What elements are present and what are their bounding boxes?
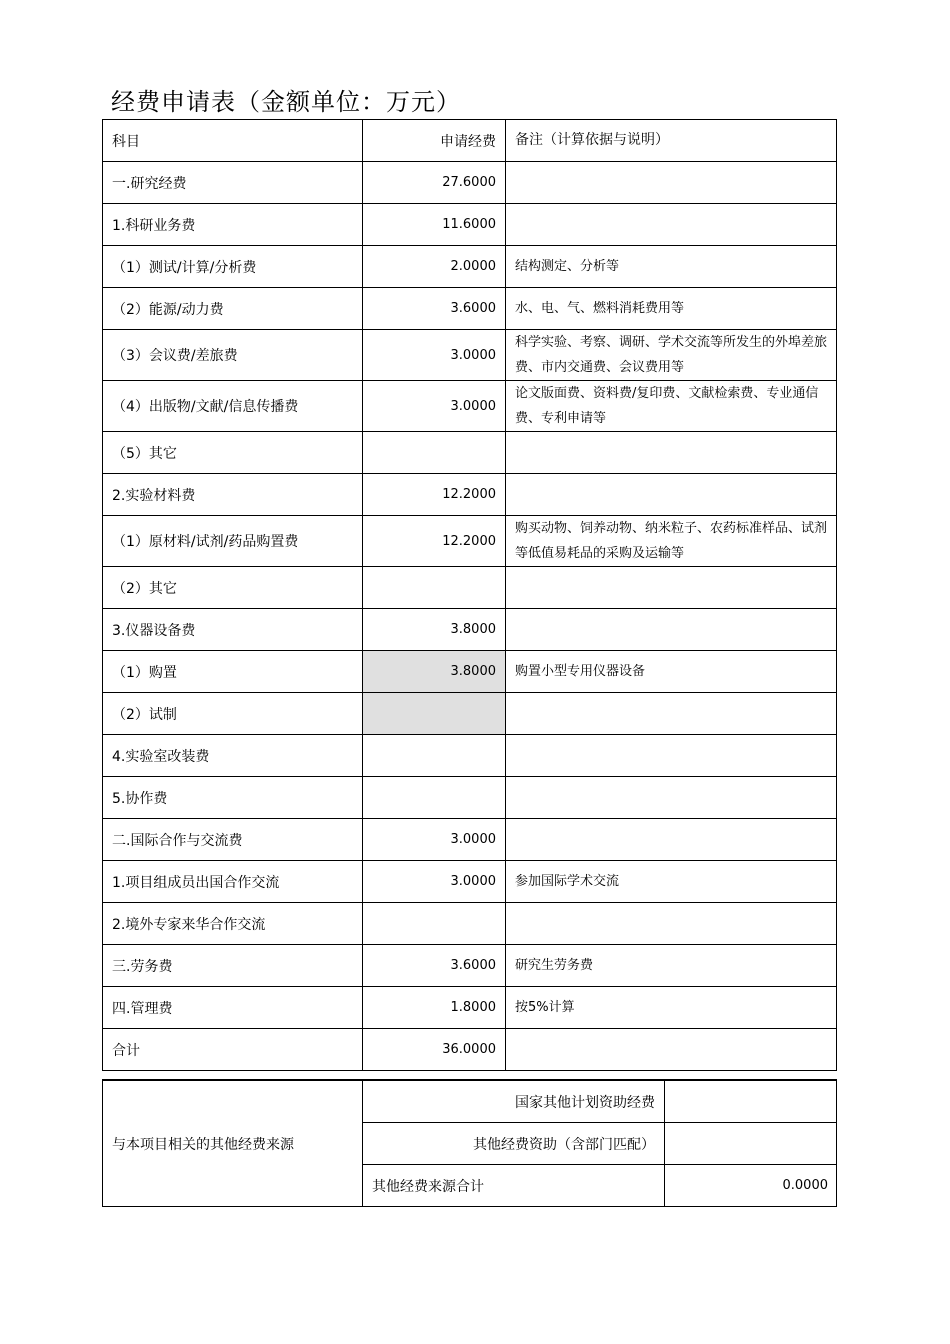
row-note: 水、电、气、燃料消耗费用等 xyxy=(506,288,837,330)
row-note: 结构测定、分析等 xyxy=(506,246,837,288)
row-subject: （1）购置 xyxy=(103,651,363,693)
table-row xyxy=(103,609,837,651)
other-source-item-label: 国家其他计划资助经费 xyxy=(363,1080,665,1123)
row-subject: （2）试制 xyxy=(103,693,363,735)
row-amount xyxy=(363,735,506,777)
row-amount xyxy=(363,903,506,945)
table-row xyxy=(103,204,837,246)
row-note: 科学实验、考察、调研、学术交流等所发生的外埠差旅费、市内交通费、会议费用等 xyxy=(506,330,837,381)
table-row xyxy=(103,381,837,432)
row-amount: 12.2000 xyxy=(363,516,506,567)
other-source-item-value xyxy=(665,1080,837,1123)
row-subject: 四.管理费 xyxy=(103,987,363,1029)
row-note xyxy=(506,735,837,777)
row-note xyxy=(506,567,837,609)
row-amount xyxy=(363,777,506,819)
row-note xyxy=(506,474,837,516)
row-note xyxy=(506,777,837,819)
row-amount xyxy=(363,693,506,735)
table-row xyxy=(103,651,837,693)
other-source-row xyxy=(103,1080,837,1123)
total-amount: 36.0000 xyxy=(363,1029,506,1071)
row-subject: 2.实验材料费 xyxy=(103,474,363,516)
row-subject: 三.劳务费 xyxy=(103,945,363,987)
row-amount: 3.0000 xyxy=(363,819,506,861)
row-note: 按5%计算 xyxy=(506,987,837,1029)
row-subject: 1.项目组成员出国合作交流 xyxy=(103,861,363,903)
table-row xyxy=(103,516,837,567)
table-row xyxy=(103,432,837,474)
row-subject: （2）其它 xyxy=(103,567,363,609)
other-source-item-value xyxy=(665,1123,837,1165)
total-label: 合计 xyxy=(103,1029,363,1071)
row-note xyxy=(506,204,837,246)
row-amount: 3.6000 xyxy=(363,945,506,987)
header-amount: 申请经费 xyxy=(363,120,506,162)
row-subject: 3.仪器设备费 xyxy=(103,609,363,651)
row-subject: 一.研究经费 xyxy=(103,162,363,204)
row-subject: 5.协作费 xyxy=(103,777,363,819)
row-amount: 12.2000 xyxy=(363,474,506,516)
row-amount: 3.0000 xyxy=(363,330,506,381)
table-row xyxy=(103,777,837,819)
table-row xyxy=(103,819,837,861)
row-subject: 1.科研业务费 xyxy=(103,204,363,246)
row-amount: 3.0000 xyxy=(363,381,506,432)
row-amount: 3.8000 xyxy=(363,651,506,693)
table-header-row xyxy=(103,120,837,162)
table-row xyxy=(103,474,837,516)
table-row xyxy=(103,246,837,288)
header-note: 备注（计算依据与说明） xyxy=(506,120,837,162)
row-amount xyxy=(363,567,506,609)
row-note: 购买动物、饲养动物、纳米粒子、农药标准样品、试剂等低值易耗品的采购及运输等 xyxy=(506,516,837,567)
row-amount xyxy=(363,432,506,474)
table-row xyxy=(103,945,837,987)
other-source-total-value: 0.0000 xyxy=(665,1165,837,1207)
other-sources-table xyxy=(102,1079,837,1207)
table-row xyxy=(103,162,837,204)
row-amount: 3.0000 xyxy=(363,861,506,903)
row-subject: 4.实验室改装费 xyxy=(103,735,363,777)
row-subject: （4）出版物/文献/信息传播费 xyxy=(103,381,363,432)
row-note: 论文版面费、资料费/复印费、文献检索费、专业通信费、专利申请等 xyxy=(506,381,837,432)
row-note xyxy=(506,693,837,735)
table-row xyxy=(103,288,837,330)
table-row xyxy=(103,861,837,903)
table-row xyxy=(103,987,837,1029)
other-sources-label: 与本项目相关的其他经费来源 xyxy=(103,1080,363,1207)
row-note xyxy=(506,432,837,474)
page-title: 经费申请表（金额单位：万元） xyxy=(111,88,461,116)
row-amount: 27.6000 xyxy=(363,162,506,204)
row-subject: 二.国际合作与交流费 xyxy=(103,819,363,861)
row-subject: 2.境外专家来华合作交流 xyxy=(103,903,363,945)
table-row xyxy=(103,903,837,945)
row-note: 购置小型专用仪器设备 xyxy=(506,651,837,693)
table-row xyxy=(103,693,837,735)
row-note xyxy=(506,903,837,945)
row-subject: （1）测试/计算/分析费 xyxy=(103,246,363,288)
table-row xyxy=(103,567,837,609)
row-note xyxy=(506,609,837,651)
table-row xyxy=(103,330,837,381)
header-subject: 科目 xyxy=(103,120,363,162)
total-row xyxy=(103,1029,837,1071)
row-subject: （1）原材料/试剂/药品购置费 xyxy=(103,516,363,567)
row-amount: 1.8000 xyxy=(363,987,506,1029)
total-note xyxy=(506,1029,837,1071)
other-source-total-label: 其他经费来源合计 xyxy=(363,1165,665,1207)
row-amount: 11.6000 xyxy=(363,204,506,246)
row-amount: 3.8000 xyxy=(363,609,506,651)
row-amount: 3.6000 xyxy=(363,288,506,330)
budget-table xyxy=(102,119,837,1071)
row-subject: （2）能源/动力费 xyxy=(103,288,363,330)
table-row xyxy=(103,735,837,777)
row-note xyxy=(506,819,837,861)
row-note xyxy=(506,162,837,204)
row-note: 研究生劳务费 xyxy=(506,945,837,987)
row-subject: （5）其它 xyxy=(103,432,363,474)
row-note: 参加国际学术交流 xyxy=(506,861,837,903)
row-amount: 2.0000 xyxy=(363,246,506,288)
other-source-item-label: 其他经费资助（含部门匹配） xyxy=(363,1123,665,1165)
row-subject: （3）会议费/差旅费 xyxy=(103,330,363,381)
